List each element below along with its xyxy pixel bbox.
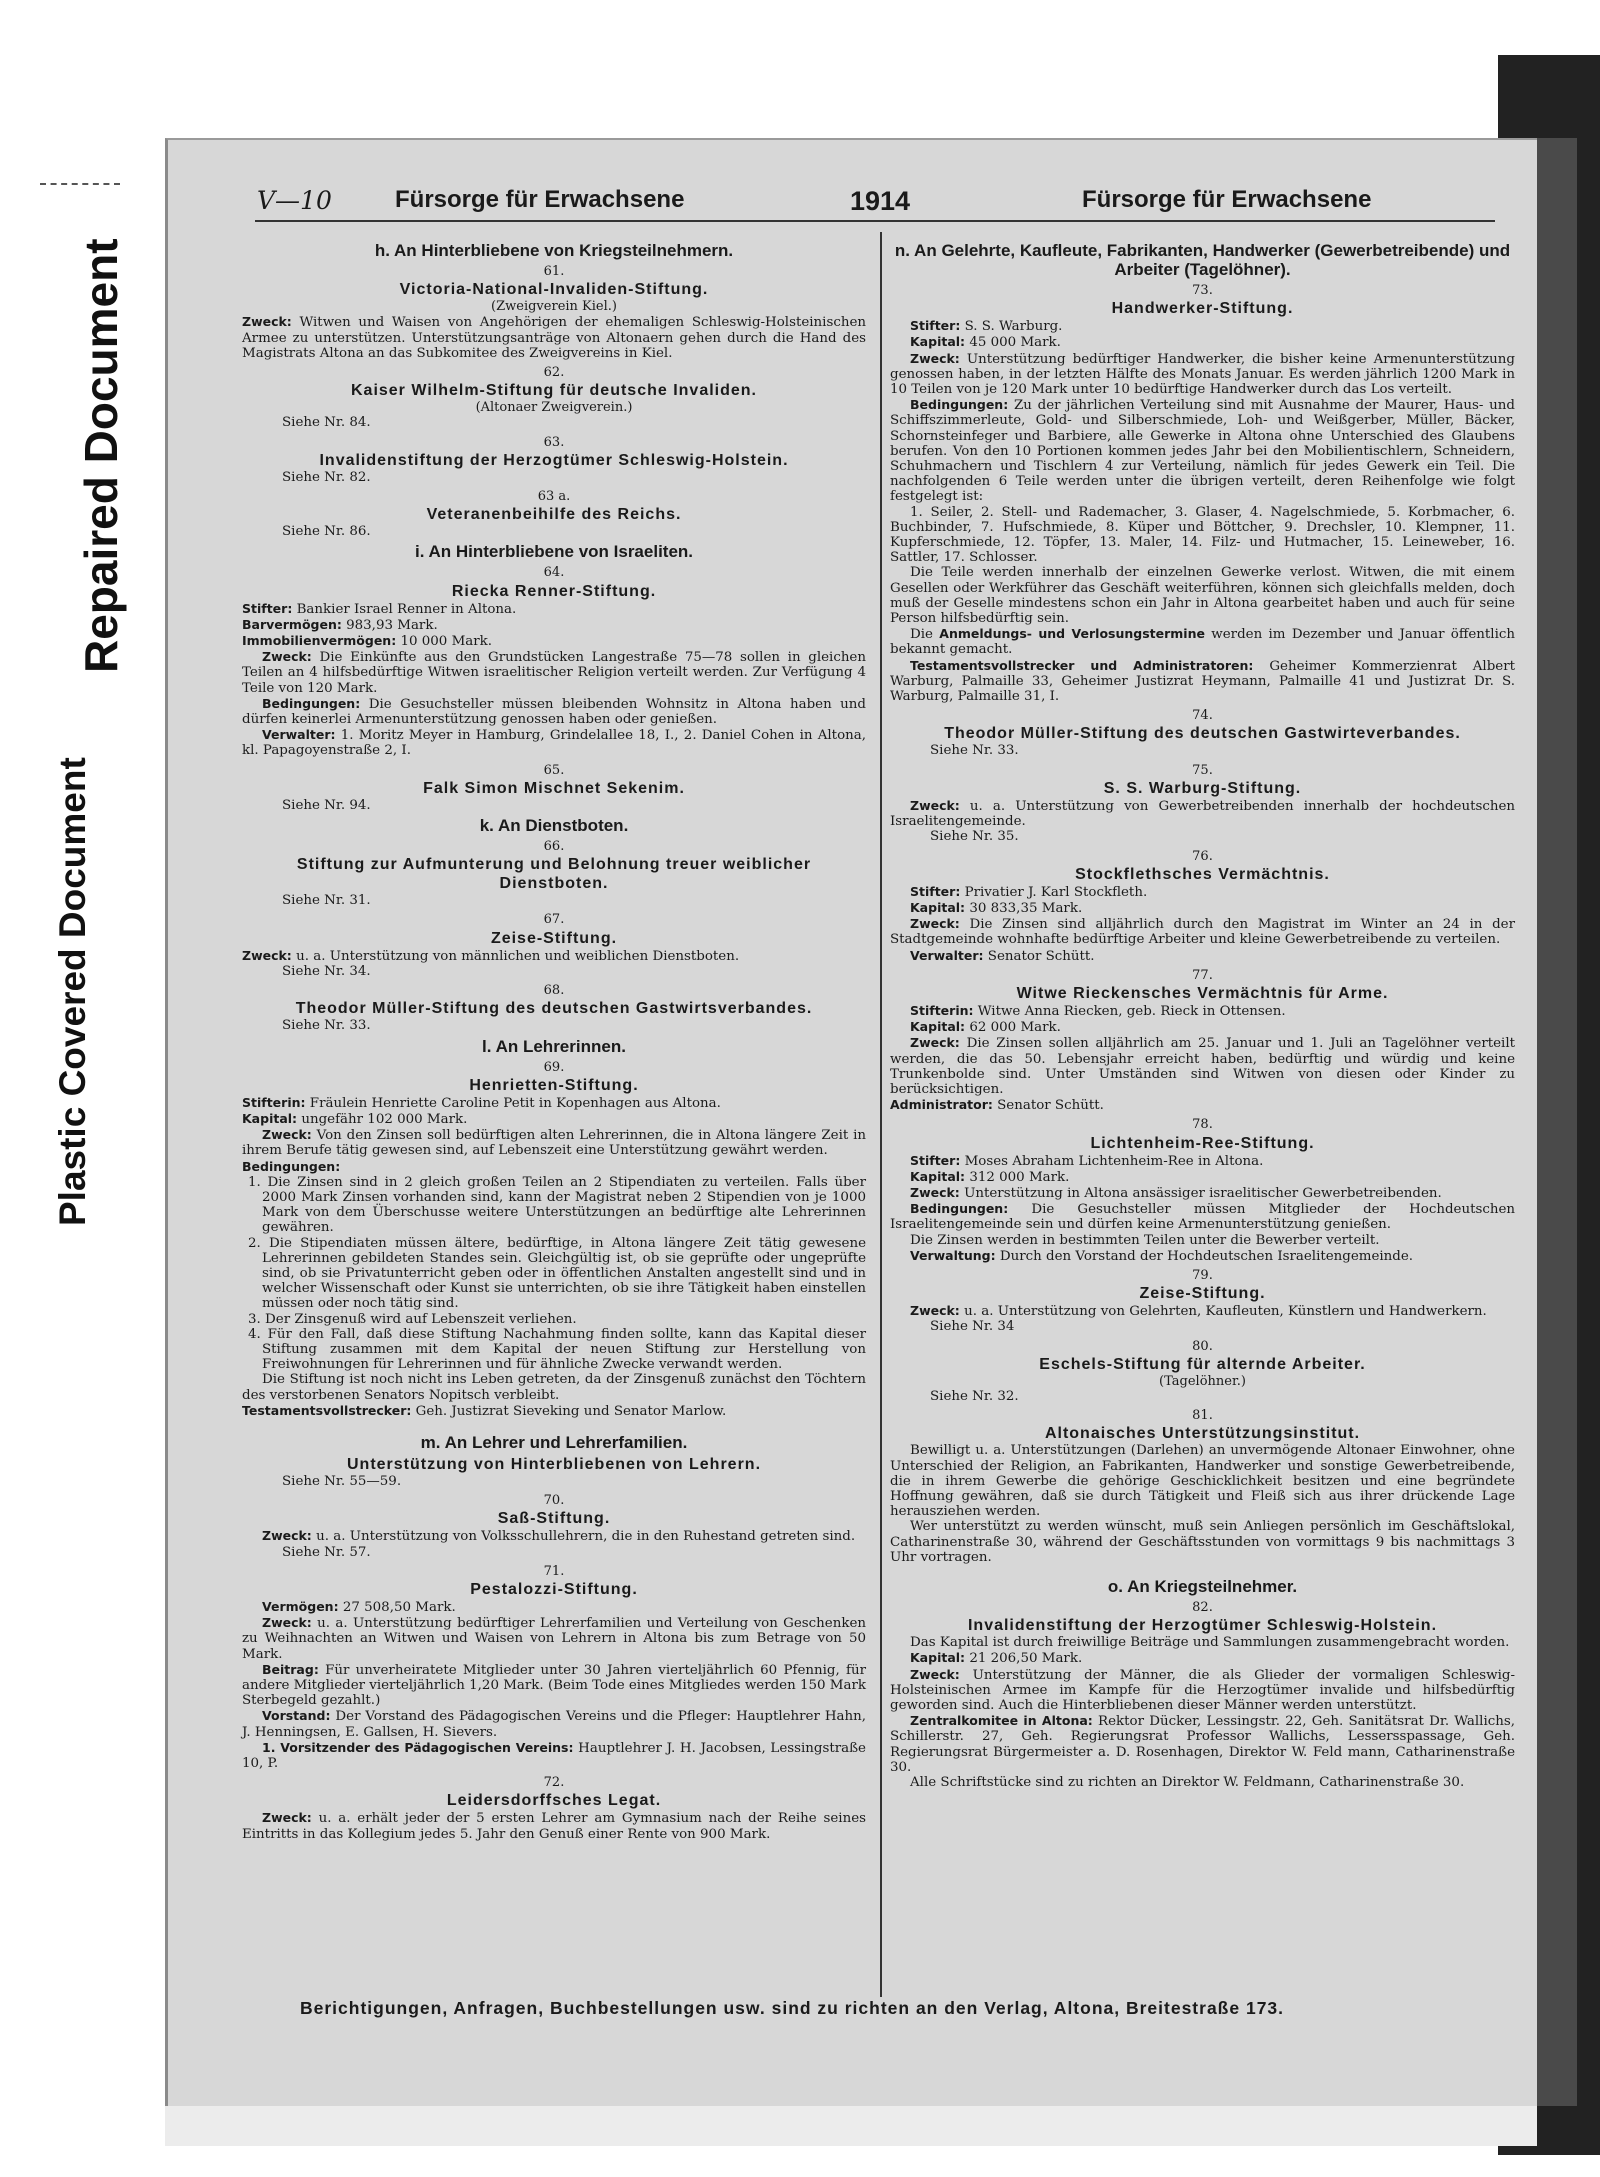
- field-text: Unterstützung der Männer, die als Glieder der vormaligen Schleswig-Holsteinischen Armee im Kampfe für die Herzogtümer invalide und hilfsbedürftig geworden sind. Auch die Hinterbliebenen dieser Männer werden unterstützt.: [890, 1667, 1515, 1714]
- entry-title: Eschels-Stiftung für alternde Arbeiter.: [1039, 1355, 1366, 1373]
- cross-reference: Siehe Nr. 32.: [930, 1388, 1019, 1404]
- list-item: 2. Die Stipendiaten müssen ältere, bedürftige, in Altona längere Zeit tätig gewesene Lehrerinnen gebildeten Standes sein. Gleichgültig ist, ob sie geprüfte oder ungeprüfte sind, ob sie Privatunterricht geben oder in öffentlichen Anstalten angestellt sind und in welcher Wissenschaft oder Kunst sie unterrichten, ob sie ihre Tätigkeit haben einstellen müssen oder noch tätig sind.: [248, 1235, 866, 1312]
- entry-paragraph: [890, 1153, 1515, 1169]
- entry-paragraph: [890, 1185, 1515, 1201]
- entry-number: 61.: [543, 264, 565, 279]
- cross-reference: Siehe Nr. 94.: [282, 797, 371, 813]
- field-label: Stifter:: [910, 318, 961, 334]
- entry-number: 63 a.: [537, 489, 571, 505]
- field-text: u. a. erhält jeder der 5 ersten Lehrer am Gymnasium nach der Reihe seines Eintritts in das Kollegium jedes 5. Jahr den Genuß einer Rente von 900 Mark.: [242, 1811, 866, 1842]
- entry-paragraph: [890, 658, 1515, 705]
- entry-number: 75.: [1192, 762, 1213, 778]
- entry-title: Stiftung zur Aufmunterung und Belohnung treuer weiblicher Dienstboten.: [296, 856, 812, 893]
- section-heading: n. An Gelehrte, Kaufleute, Fabrikanten, Handwerker (Gewerbetreibende) und Arbeiter (Tagelöhner).: [894, 241, 1511, 279]
- entry-title: Witwe Rieckensches Vermächtnis für Arme.: [1016, 984, 1389, 1002]
- field-text: u. a. Unterstützung von männlichen und weiblichen Dienstboten.: [296, 948, 740, 964]
- field-label: Zweck:: [262, 1615, 312, 1631]
- field-text: Von den Zinsen soll bedürftigen alten Lehrerinnen, die in Altona längere Zeit in ihrem Berufe tätig gewesen sind, auf Lebenszeit eine Unterstützung gewährt werden.: [242, 1128, 866, 1159]
- entry-paragraph: Das Kapital ist durch freiwillige Beiträge und Sammlungen zusammengebracht worden.: [910, 1635, 1510, 1651]
- entry-paragraph: [242, 617, 866, 633]
- field-label: Zweck:: [910, 916, 960, 932]
- cross-reference: Siehe Nr. 31.: [282, 893, 371, 909]
- entry-paragraph: Die Teile werden innerhalb der einzelnen Gewerke verlost. Witwen, die mit einem Gesellen oder Werkführer das Geschäft weiterführen, können sich gleichfalls melden, doch muß der Geselle mindestens schon ein Jahr in Altona gearbeitet haben und auch für seine Person hilfsbedürftig sein.: [890, 565, 1515, 627]
- field-text: 27 508,50 Mark.: [342, 1599, 456, 1615]
- field-text: Rektor Dücker, Lessingstr. 22, Geh. Sanitätsrat Dr. Wallichs, Schillerstr. 27, Geh. Regierungsrat Professor Wallichs, Lessersspassage, Geh. Regierungsrat Bürgermeister a. D. Rosenhagen, Direktor W. Feld mann, Catharinenstraße 30.: [890, 1714, 1515, 1775]
- section-heading: o. An Kriegsteilnehmer.: [1107, 1577, 1298, 1597]
- entry-paragraph: [242, 1127, 866, 1158]
- entry-paragraph: [890, 351, 1515, 398]
- entry-paragraph: [242, 1662, 866, 1709]
- field-text: Zu der jährlichen Verteilung sind mit Ausnahme der Maurer, Haus- und Schiffszimmerleute, Gold- und Silberschmiede, Loh- und Weißgerber, Müller, Bäcker, Schornsteinfeger und Barbiere, alle Gewerke in Altona ohne Unterschied des Glaubens berufen. Von den 10 Portionen kommen jedes Jahr bei den Mobilientischlern, Schneidern, Schuhmachern und Tischlern 4 zur Verteilung, nämlich für jedes Gewerk ein Teil. Die nachfolgenden 6 Teile werden unter die übrigen verteilt, deren Reihenfolge wie folgt festgelegt ist:: [890, 398, 1515, 505]
- entry-title: Altonaisches Unterstützungsinstitut.: [1044, 1425, 1361, 1443]
- field-label: Vermögen:: [262, 1598, 339, 1614]
- field-text: Unterstützung bedürftiger Handwerker, die bisher keine Armenunterstützung genossen haben, in der letzten Hälfte des Monats Januar. Es werden jährlich 1200 Mark in 10 Teilen von je 120 Mark unter 10 bedürftige Handwerker durch das Los verteilt.: [890, 351, 1515, 398]
- field-label: Bedingungen:: [242, 1158, 341, 1174]
- field-text: Durch den Vorstand der Hochdeutschen Israelitengemeinde.: [999, 1248, 1414, 1264]
- field-text: werden im Dezember und Januar öffentlich bekannt gemacht.: [890, 627, 1515, 658]
- entry-number: 78.: [1192, 1117, 1213, 1133]
- dashed-separator: [40, 183, 120, 185]
- field-text: u. a. Unterstützung bedürftiger Lehrerfamilien und Verteilung von Geschenken zu Weihnachten an Witwen und Waisen von Lehrern in Altona bis zum Betrage von 50 Mark.: [242, 1616, 866, 1662]
- entry-paragraph: [890, 1248, 1515, 1264]
- entry-number: 65.: [543, 762, 565, 778]
- field-text: 21 206,50 Mark.: [969, 1651, 1083, 1667]
- field-text: Hauptlehrer J. H. Jacobsen, Lessingstraße 10, P.: [242, 1740, 866, 1772]
- cross-reference: Siehe Nr. 86.: [282, 524, 371, 540]
- entry-paragraph: [242, 1528, 866, 1544]
- entry-title: Handwerker-Stiftung.: [1111, 300, 1294, 318]
- entry-paragraph: [890, 1097, 1515, 1113]
- field-text: Die Zinsen sollen alljährlich am 25. Januar und 1. Juli an Tagelöhner verteilt werden, die das 50. Lebensjahr erreicht haben, bedürftig und würdig und keine Trunkenbolde sind. Unter Umständen sind Witwen von diesen oder Kinder zu berücksichtigen.: [890, 1036, 1515, 1097]
- section-heading: i. An Hinterbliebene von Israeliten.: [414, 542, 694, 562]
- entry-subtitle: (Zweigverein Kiel.): [491, 299, 617, 315]
- entry-number: 80.: [1192, 1338, 1213, 1354]
- entry-paragraph: [242, 601, 866, 617]
- entry-paragraph: [242, 649, 866, 696]
- list-item: 4. Für den Fall, daß diese Stiftung Nachahmung finden sollte, kann das Kapital dieser Stiftung zusammen mit dem Kapital der neuen Stiftung zur Herstellung von Freiwohnungen für Lehrerinnen und für ähnliche Zwecke verwandt werden.: [248, 1326, 866, 1373]
- field-label: Bedingungen:: [910, 397, 1009, 413]
- field-text: Witwe Anna Riecken, geb. Rieck in Ottensen.: [977, 1003, 1286, 1019]
- entry-paragraph: [890, 1201, 1515, 1232]
- entry-title: Victoria-National-Invaliden-Stiftung.: [399, 281, 709, 299]
- list-item: 3. Der Zinsgenuß wird auf Lebenszeit verliehen.: [248, 1311, 577, 1327]
- field-text: Fräulein Henriette Caroline Petit in Kopenhagen aus Altona.: [309, 1095, 721, 1111]
- entry-number: 72.: [543, 1775, 565, 1791]
- entry-number: 74.: [1192, 708, 1213, 724]
- cross-reference: Siehe Nr. 82.: [282, 469, 371, 485]
- entry-paragraph: Die Zinsen werden in bestimmten Teilen unter die Bewerber verteilt.: [910, 1232, 1380, 1248]
- entry-number: 79.: [1192, 1267, 1213, 1283]
- entry-paragraph: [890, 1303, 1515, 1319]
- entry-paragraph: Wer unterstützt zu werden wünscht, muß sein Anliegen persönlich im Geschäftslokal, Catharinenstraße 30, während der Geschäftsstunden von vormittags 9 bis nachmittags 3 Uhr vortragen.: [890, 1519, 1515, 1565]
- entry-title: Invalidenstiftung der Herzogtümer Schleswig-Holstein.: [319, 451, 789, 469]
- entry-title: Theodor Müller-Stiftung des deutschen Gastwirteverbandes.: [944, 725, 1461, 743]
- entry-title: Henrietten-Stiftung.: [469, 1076, 639, 1094]
- entry-paragraph: [890, 900, 1515, 916]
- field-text: u. a. Unterstützung von Gelehrten, Kaufleuten, Künstlern und Handwerkern.: [964, 1304, 1487, 1320]
- field-label: Zweck:: [910, 797, 960, 813]
- field-label: Stifter:: [910, 1152, 961, 1168]
- entry-paragraph: [242, 1159, 866, 1175]
- entry-paragraph: [242, 1111, 866, 1127]
- entry-paragraph: [242, 1615, 866, 1662]
- entry-number: 63.: [543, 434, 565, 450]
- entry-paragraph: [890, 1019, 1515, 1035]
- entry-paragraph: [242, 314, 866, 361]
- field-text: Die: [910, 627, 933, 643]
- field-text: Geheimer Kommerzienrat Albert Warburg, Palmaille 33, Geheimer Justizrat Heymann, Palmaille 41 und Justizrat Dr. S. Warburg, Palmaille 31, I.: [890, 658, 1515, 705]
- entry-paragraph: [890, 334, 1515, 350]
- entry-title: Unterstützung von Hinterbliebenen von Lehrern.: [346, 1455, 762, 1473]
- field-label: Kapital:: [910, 1019, 966, 1035]
- header-year: 1914: [850, 186, 911, 216]
- entry-title: Zeise-Stiftung.: [490, 929, 618, 947]
- field-text: u. a. Unterstützung von Volksschullehrern, die in den Ruhestand getreten sind.: [316, 1529, 856, 1545]
- field-label: Zweck:: [910, 1184, 960, 1200]
- entry-number: 71.: [543, 1563, 565, 1579]
- entry-title: Riecka Renner-Stiftung.: [451, 582, 657, 600]
- cross-reference: Siehe Nr. 34.: [282, 963, 371, 979]
- header-title-right: Fürsorge für Erwachsene: [1082, 186, 1372, 213]
- field-label: Vorstand:: [262, 1708, 331, 1724]
- field-text: Witwen und Waisen von Angehörigen der ehemaligen Schleswig-Holsteinischen Armee zu unterstützen. Unterstützungsanträge von Altonaern gehen durch die Hand des Magistrats Altona an das Subkomitee des Zweigvereins in Kiel.: [242, 315, 866, 361]
- header-title-left: Fürsorge für Erwachsene: [395, 186, 685, 213]
- entry-paragraph: Alle Schriftstücke sind zu richten an Direktor W. Feldmann, Catharinenstraße 30.: [910, 1775, 1465, 1791]
- entry-paragraph: [242, 1599, 866, 1615]
- entry-paragraph: [242, 1403, 866, 1419]
- list-item: 1. Die Zinsen sind in 2 gleich großen Teilen an 2 Stipendiaten zu verteilen. Falls über 2000 Mark Zinsen vorhanden sind, kann der Magistrat neben 2 Stipendien von je 1000 Mark von dem Überschusse weitere Unterstützungen an bedürftige alte Lehrerinnen gewähren.: [248, 1174, 866, 1236]
- cross-reference: Siehe Nr. 33.: [282, 1018, 371, 1034]
- entry-paragraph: [890, 1169, 1515, 1185]
- right-column: [890, 238, 1515, 1790]
- entry-paragraph: [242, 727, 866, 758]
- entry-paragraph: [890, 1035, 1515, 1097]
- page-number: V—10: [257, 186, 332, 215]
- field-text: Die Gesuchsteller müssen Mitglieder der Hochdeutschen Israelitengemeinde sein und dürfen keine Armenunterstützung genießen.: [890, 1202, 1515, 1233]
- field-label: 1. Vorsitzender des Pädagogischen Vereins:: [262, 1739, 574, 1755]
- field-text: 45 000 Mark.: [969, 335, 1061, 351]
- field-text: Für unverheiratete Mitglieder unter 30 Jahren vierteljährlich 60 Pfennig, für andere Mitglieder vierteljährlich 1,20 Mark. (Beim Tode eines Mitgliedes werden 150 Mark Sterbegeld gezahlt.): [242, 1662, 867, 1709]
- entry-number: 69.: [543, 1059, 565, 1075]
- field-text: Unterstützung in Altona ansässiger israelitischer Gewerbetreibenden.: [964, 1185, 1442, 1201]
- entry-number: 82.: [1192, 1600, 1213, 1616]
- entry-paragraph: [242, 1708, 866, 1739]
- section-heading: l. An Lehrerinnen.: [482, 1036, 626, 1056]
- field-text: 1. Moritz Meyer in Hamburg, Grindelallee 18, I., 2. Daniel Cohen in Altona, kl. Papagoyenstraße 2, I.: [242, 728, 866, 759]
- field-label: Zweck:: [910, 1666, 960, 1682]
- field-label: Beitrag:: [262, 1661, 319, 1677]
- entry-number: 68.: [543, 983, 565, 999]
- field-text: Privatier J. Karl Stockfleth.: [964, 884, 1148, 900]
- entry-paragraph: [242, 1740, 866, 1771]
- entry-title: Lichtenheim-Ree-Stiftung.: [1090, 1134, 1315, 1152]
- field-text: Die Zinsen sind alljährlich durch den Magistrat im Winter an 24 in der Stadtgemeinde wohnhafte bedürftige Arbeiter und kleine Gewerbetreibende zu verteilen.: [890, 917, 1515, 948]
- entry-paragraph: [890, 1667, 1515, 1714]
- field-text: u. a. Unterstützung von Gewerbetreibenden innerhalb der hochdeutschen Israelitengemeinde.: [890, 798, 1515, 830]
- field-text: 983,93 Mark.: [346, 617, 438, 633]
- entry-title: Stockflethsches Vermächtnis.: [1075, 865, 1330, 883]
- entry-title: Leidersdorffsches Legat.: [446, 1792, 662, 1810]
- field-label: Zweck:: [242, 947, 292, 963]
- field-label: Stifterin:: [910, 1002, 974, 1018]
- field-label: Verwalter:: [910, 947, 984, 963]
- plastic-covered-label: Plastic Covered Document: [52, 757, 93, 1227]
- entry-paragraph: [890, 318, 1515, 334]
- entry-paragraph: [242, 633, 866, 649]
- field-text: 312 000 Mark.: [969, 1169, 1070, 1185]
- field-label: Verwaltung:: [910, 1247, 996, 1263]
- entry-paragraph: [890, 397, 1515, 504]
- entry-number: 67.: [543, 912, 565, 928]
- field-label: Bedingungen:: [262, 695, 361, 711]
- entry-number: 76.: [1192, 848, 1213, 864]
- entry-paragraph: Die Stiftung ist noch nicht ins Leben getreten, da der Zinsgenuß zunächst den Töchtern des verstorbenen Senators Nopitsch verbleibt.: [242, 1372, 866, 1403]
- entry-title: Theodor Müller-Stiftung des deutschen Gastwirtsverbandes.: [295, 1000, 813, 1018]
- field-label: Kapital:: [910, 1650, 966, 1666]
- field-label: Zweck:: [242, 314, 292, 330]
- entry-number: 81.: [1192, 1408, 1213, 1424]
- entry-paragraph: [242, 1810, 866, 1841]
- field-label: Bedingungen:: [910, 1201, 1009, 1217]
- conditions-list: [242, 1175, 866, 1373]
- field-label: Zentralkomitee in Altona:: [910, 1713, 1093, 1729]
- entry-title: S. S. Warburg-Stiftung.: [1103, 779, 1302, 797]
- field-text: Senator Schütt.: [997, 1098, 1104, 1114]
- entry-paragraph: [890, 948, 1515, 964]
- entry-paragraph: [890, 1713, 1515, 1775]
- entry-paragraph: [890, 626, 1515, 657]
- cross-reference: Siehe Nr. 34: [930, 1319, 1015, 1335]
- field-text: S. S. Warburg.: [964, 319, 1063, 335]
- section-heading: k. An Dienstboten.: [479, 816, 629, 836]
- field-text: 62 000 Mark.: [969, 1020, 1061, 1036]
- field-text: Der Vorstand des Pädagogischen Vereins und die Pfleger: Hauptlehrer Hahn, J. Henningsen, E. Gallsen, H. Sievers.: [242, 1709, 866, 1740]
- left-column: [242, 238, 866, 1842]
- field-label: Zweck:: [910, 1035, 960, 1051]
- section-heading: h. An Hinterbliebene von Kriegsteilnehmern.: [374, 241, 734, 260]
- entry-number: 64.: [543, 565, 565, 581]
- entry-paragraph: 1. Seiler, 2. Stell- und Rademacher, 3. Glaser, 4. Nagelschmiede, 5. Korbmacher, 6. Buchbinder, 7. Hufschmiede, 8. Küper und Böttcher, 9. Drechsler, 10. Klempner, 11. Kupferschmiede, 12. Töpfer, 13. Maler, 14. Filz- und Hutmacher, 15. Leineweber, 16. Sattler, 17. Schlosser.: [890, 504, 1515, 566]
- entry-paragraph: [890, 916, 1515, 947]
- entry-title: Invalidenstiftung der Herzogtümer Schleswig-Holstein.: [967, 1617, 1438, 1635]
- entry-number: 73.: [1192, 283, 1213, 298]
- field-label: Kapital:: [910, 334, 966, 350]
- entry-subtitle: (Tagelöhner.): [1159, 1373, 1246, 1389]
- page-shadow: [1537, 138, 1577, 2106]
- entry-subtitle: (Altonaer Zweigverein.): [475, 400, 633, 416]
- entry-paragraph: [890, 798, 1515, 829]
- entry-title: Kaiser Wilhelm-Stiftung für deutsche Invaliden.: [350, 382, 757, 400]
- field-text: 30 833,35 Mark.: [969, 900, 1083, 916]
- entry-number: 62.: [543, 365, 565, 381]
- entry-number: 70.: [543, 1493, 565, 1509]
- field-label: Testamentsvollstrecker:: [242, 1402, 412, 1418]
- entry-number: 77.: [1192, 967, 1213, 983]
- cross-reference: Siehe Nr. 33.: [930, 743, 1019, 759]
- field-label: Administrator:: [890, 1097, 993, 1113]
- cross-reference: Siehe Nr. 57.: [282, 1544, 371, 1560]
- entry-paragraph: [890, 1003, 1515, 1019]
- field-label: Zweck:: [262, 1810, 312, 1826]
- repaired-document-label: Repaired Document: [75, 238, 127, 674]
- field-label: Zweck:: [262, 1528, 312, 1544]
- field-label: Immobilienvermögen:: [242, 633, 397, 649]
- field-text: Die Einkünfte aus den Grundstücken Langestraße 75—78 sollen in gleichen Teilen an 4 hilfsbedürftige Witwen israelitischer Religion verteilt werden. Zur Verfügung 4 Teile von 120 Mark.: [242, 650, 866, 696]
- column-divider: [880, 232, 882, 1997]
- entry-title: Veteranenbeihilfe des Reichs.: [426, 506, 682, 524]
- entry-number: 66.: [543, 839, 565, 855]
- field-label: Stifter:: [242, 600, 293, 616]
- cross-reference: Siehe Nr. 84.: [282, 415, 371, 431]
- field-text: Senator Schütt.: [987, 948, 1095, 964]
- field-label: Kapital:: [242, 1110, 298, 1126]
- entry-paragraph: [242, 1095, 866, 1111]
- entry-paragraph: [242, 948, 866, 964]
- entry-title: Pestalozzi-Stiftung.: [470, 1580, 638, 1598]
- field-label: Anmeldungs- und Verlosungstermine: [939, 626, 1205, 642]
- cross-reference: Siehe Nr. 55—59.: [282, 1473, 402, 1489]
- field-label: Kapital:: [910, 1168, 966, 1184]
- field-text: 10 000 Mark.: [400, 634, 493, 650]
- entry-paragraph: [890, 884, 1515, 900]
- field-text: Die Gesuchsteller müssen bleibenden Wohnsitz in Altona haben und dürfen keinerlei Armenunterstützung genossen haben oder genießen.: [242, 696, 867, 728]
- entry-title: Saß-Stiftung.: [497, 1510, 611, 1528]
- entry-title: Zeise-Stiftung.: [1139, 1285, 1266, 1303]
- field-label: Zweck:: [910, 350, 960, 366]
- entry-paragraph: [890, 1650, 1515, 1666]
- entry-paragraph: [242, 696, 866, 727]
- cross-reference: Siehe Nr. 35.: [930, 829, 1019, 845]
- field-text: Moses Abraham Lichtenheim-Ree in Altona.: [964, 1153, 1264, 1169]
- publisher-footer: Berichtigungen, Anfragen, Buchbestellungen usw. sind zu richten an den Verlag, Altona, Breitestraße 173.: [300, 1998, 1285, 2018]
- section-heading: m. An Lehrer und Lehrerfamilien.: [420, 1432, 688, 1452]
- field-label: Zweck:: [262, 1127, 312, 1143]
- field-label: Barvermögen:: [242, 616, 342, 632]
- field-text: Bankier Israel Renner in Altona.: [296, 601, 517, 617]
- field-label: Zweck:: [910, 1303, 960, 1319]
- field-text: Geh. Justizrat Sieveking und Senator Marlow.: [415, 1403, 727, 1419]
- field-text: ungefähr 102 000 Mark.: [301, 1111, 468, 1127]
- field-label: Zweck:: [262, 649, 312, 665]
- field-label: Kapital:: [910, 899, 966, 915]
- field-label: Stifter:: [910, 883, 961, 899]
- field-label: Testamentsvollstrecker und Administratoren:: [910, 657, 1254, 673]
- field-label: Stifterin:: [242, 1094, 306, 1110]
- header-rule: [255, 220, 1495, 222]
- entry-paragraph: Bewilligt u. a. Unterstützungen (Darlehen) an unvermögende Altonaer Einwohner, ohne Unterschied der Religion, an Fabrikanten, Handwerker und sonstige Gewerbetreibende, die in ihrem Gewerbe die gehörige Geschicklichkeit besitzen und eine begründete Hoffnung gewähren, daß sie durch Tätigkeit und Fleiß sich aus ihrer drückende Lage herausziehen werden.: [890, 1443, 1515, 1520]
- field-label: Verwalter:: [262, 727, 336, 743]
- page-bottom-strip: [165, 2106, 1537, 2146]
- entry-title: Falk Simon Mischnet Sekenim.: [423, 779, 685, 797]
